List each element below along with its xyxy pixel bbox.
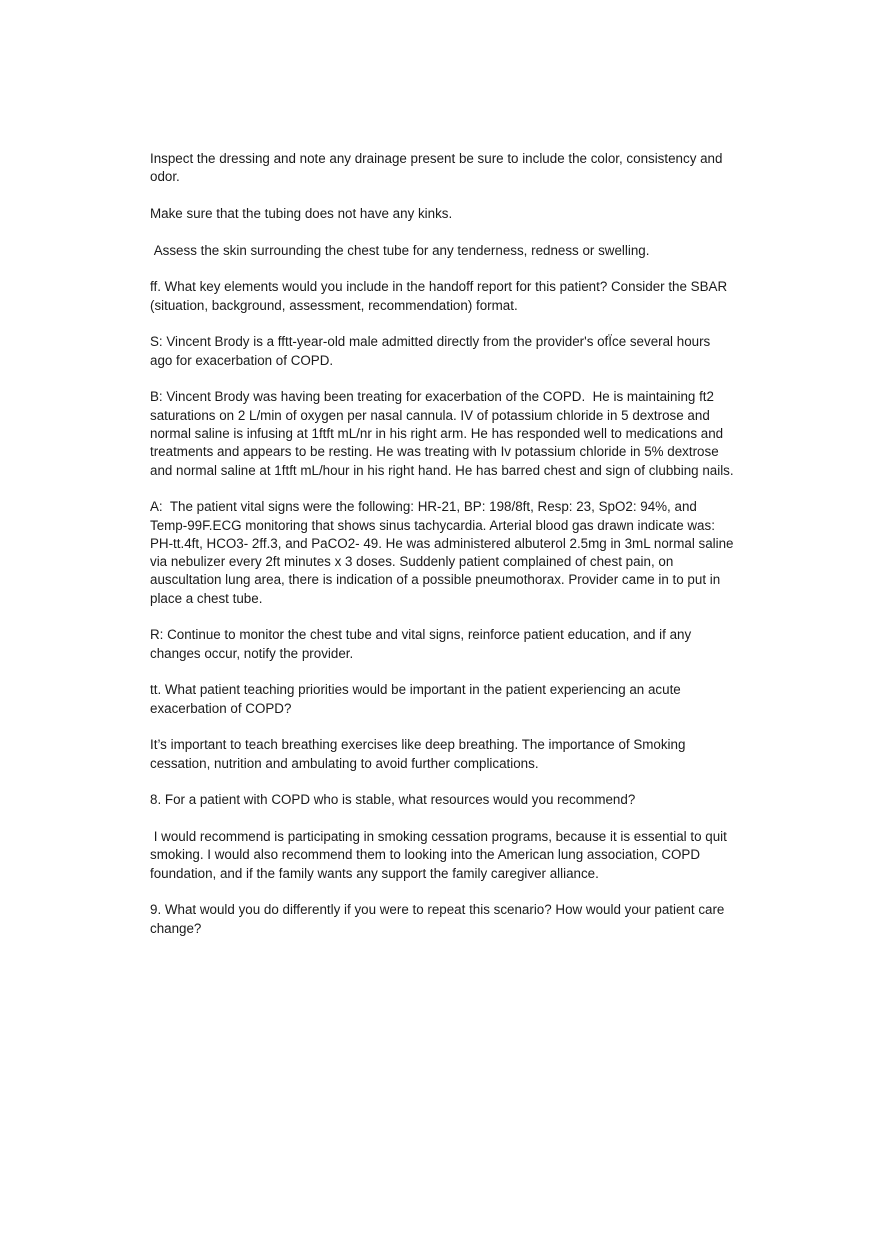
- sbar-recommendation: R: Continue to monitor the chest tube and vital signs, reinforce patient education, and if any changes occur, notify the provider.: [150, 627, 695, 661]
- paragraph-dressing-inspection: Inspect the dressing and note any drainage present be sure to include the color, consistency and odor.: [150, 151, 727, 185]
- sbar-assessment: A: The patient vital signs were the following: HR-21, BP: 198/8ft, Resp: 23, SpO2: 94%, and Temp-99F.ECG monitoring that shows sinus tachycardia. Arterial blood gas drawn indicate was: PH-tt.4ft, HCO3- 2ff.3, and PaCO2- 49. He was administered albuterol 2.5mg in 3mL normal saline via nebulizer every 2ft minutes x 3 doses. Suddenly patient complained of chest pain, on auscultation lung area, there is indication of a possible pneumothorax. Provider came in to put in place a chest tube.: [150, 499, 738, 606]
- sbar-background: B: Vincent Brody was having been treating for exacerbation of the COPD. He is maintaining ft2 saturations on 2 L/min of oxygen per nasal cannula. IV of potassium chloride in 5 dextrose and normal saline is infusing at 1ftft mL/nr in his right arm. He has responded well to medications and treatments and appears to be resting. He was treating with Iv potassium chloride in 5% dextrose and normal saline at 1ftft mL/hour in his right hand. He has barred chest and sign of clubbing nails.: [150, 389, 734, 478]
- paragraph-tubing-kinks: Make sure that the tubing does not have any kinks.: [150, 205, 453, 221]
- document-body: [150, 150, 738, 956]
- question-handoff-report: ff. What key elements would you include in the handoff report for this patient? Consider the SBAR (situation, background, assessment, recommendation) format.: [150, 279, 731, 313]
- question-resources: 8. For a patient with COPD who is stable, what resources would you recommend?: [150, 792, 636, 808]
- question-teaching-priorities: tt. What patient teaching priorities would be important in the patient experiencing an acute exacerbation of COPD?: [150, 682, 685, 716]
- answer-resources: I would recommend is participating in smoking cessation programs, because it is essential to quit smoking. I would also recommend them to looking into the American lung association, COPD foundation, and if the family wants any support the family caregiver alliance.: [150, 829, 731, 881]
- paragraph-skin-assessment: Assess the skin surrounding the chest tube for any tenderness, redness or swelling.: [150, 242, 650, 258]
- question-do-differently: 9. What would you do differently if you were to repeat this scenario? How would your patient care change?: [150, 902, 729, 936]
- sbar-situation: S: Vincent Brody is a fftt-year-old male admitted directly from the provider's ofÏce several hours ago for exacerbation of COPD.: [150, 334, 714, 368]
- answer-teaching-priorities: It’s important to teach breathing exercises like deep breathing. The importance of Smoking cessation, nutrition and ambulating to avoid further complications.: [150, 737, 690, 771]
